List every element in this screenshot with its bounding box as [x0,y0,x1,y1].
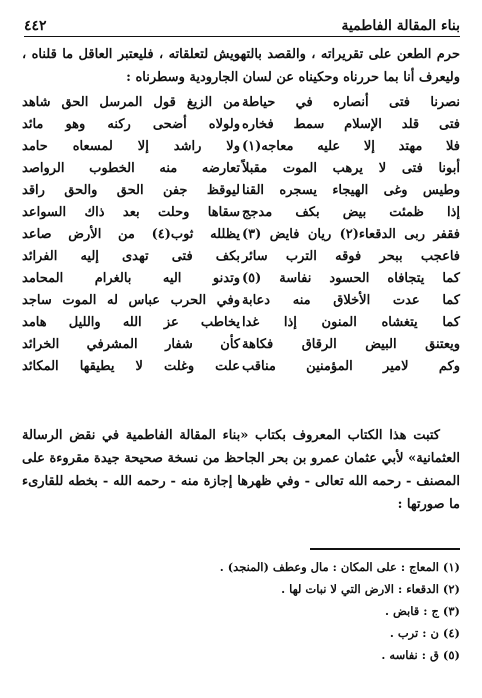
poem-left-column [22,92,240,378]
colophon-text: كتبت هذا الكتاب المعروف بكتاب «بناء المقالة الفاطمية في نقض الرسالة العثمانية» لأبي عثمان عمرو بن بحر الجاحظ من نسخة صحيحة جيدة مقروءة على المصنف - رحمه الله تعالى - وفي ظهرها إجازة منه - رحمه الله - بخطه للقارىء ما صورتها : [22,428,460,512]
page-number: ٤٤٢ [24,18,47,34]
verse-first-hemistich: نصرنا فتى أنصاره في حياطة [242,95,460,110]
verse-first-hemistich: كما عدت الأخلاق منه دعابة [242,293,460,308]
verse-first-hemistich: وكم لامير المؤمنين مناقب [242,359,460,374]
verse-first-hemistich: وطيس وغى الهيجاء يسجره القنا [242,183,460,198]
verse-second-hemistich: وتدنو اليه بالغرام المحامد [22,271,240,286]
footnote: (٤) ن : ترب . [389,626,460,640]
verse-second-hemistich: وفي الحرب عباس له الموت ساجد [22,293,240,308]
verse-first-hemistich: إذا ظمئت بيض بكف مدجج [242,205,460,220]
verse-first-hemistich: فاعجب ببحر فوقه الترب سائر [242,249,460,264]
verse-second-hemistich: من الزيغ قول المرسل الحق شاهد [22,95,240,110]
verse-second-hemistich: بكف فتى تهدى إليه الفرائد [22,249,240,264]
verse-second-hemistich: كأن شفار المشرفي الخرائد [22,337,240,352]
verse-first-hemistich: فتى قلد الإسلام سمط فخاره [242,117,460,132]
footnote: (٢) الدقعاء : الارض التي لا نبات لها . [281,582,460,596]
intro-paragraph [22,43,460,89]
verse-first-hemistich: كما يتجافاه الحسود نفاسة (٥) [242,271,460,286]
verse-second-hemistich: يظلله ثوب(٤) من الأرض صاعد [22,227,240,242]
verse-second-hemistich: ولولاه أضحى ركنه وهو مائد [22,117,240,132]
verse-second-hemistich: ليوقظ جفن الحق والحق راقد [22,183,240,198]
verse-first-hemistich: فلا مهتد إلا عليه معاجه(١) [242,139,460,154]
verse-first-hemistich: أبونا فتى لا يرهب الموت مقبلاً [242,161,460,176]
intro-text: حرم الطعن على تقريراته ، والقصد بالتهويش لتعلقاته ، فليعتبر العاقل ما قلناه ، وليعرف أنا بما حررناه وحكيناه عن لسان الجارودية وسطرناه : [22,47,460,85]
poem-right-column [242,92,460,378]
colophon-paragraph [22,424,460,516]
poem [22,92,460,422]
running-title: بناء المقالة الفاطمية [341,18,460,34]
verse-second-hemistich: تعارضه منه الخطوب الرواصد [22,161,240,176]
page-header [24,14,460,37]
verse-second-hemistich: سقاها وحلت بعد ذاك السواعد [22,205,240,220]
verse-second-hemistich: علت وغلت لا يطيقها المكائد [22,359,240,374]
footnote: (١) المعاج : على المكان : مال وعطف (المنجد) . [219,560,460,574]
footnote: (٥) ق : نفاسه . [381,648,460,662]
footnote: (٣) ج : قابض . [384,604,460,618]
verse-second-hemistich: يخاطب عز الله والليل هامد [22,315,240,330]
verse-second-hemistich: ولا راشد إلا لمسعاه حامد [22,139,240,154]
verse-first-hemistich: ويعتنق البيض الرقاق فكاهة [242,337,460,352]
verse-first-hemistich: فقفر ربى الدقعاء(٢) ريان فايض (٣) [242,227,460,242]
footnote-separator [310,548,460,550]
footnotes [60,556,460,666]
verse-first-hemistich: كما يتغشاه المنون إذا غدا [242,315,460,330]
